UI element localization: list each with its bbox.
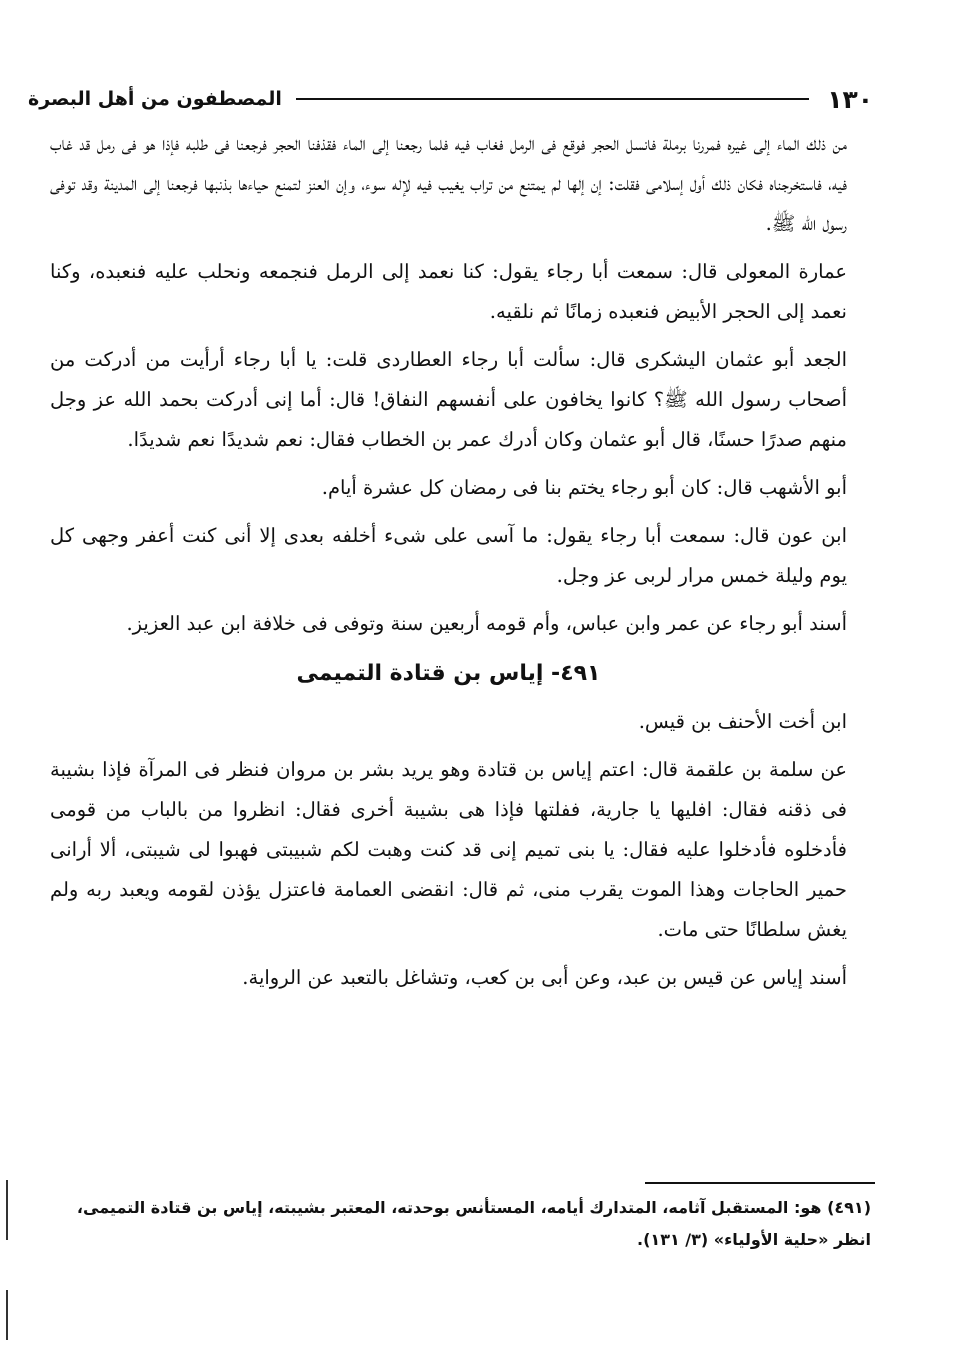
paragraph: أبو الأشهب قال: كان أبو رجاء يختم بنا فى رمضان كل عشرة أيام. [321, 476, 847, 499]
footnote-rule [645, 1182, 875, 1184]
paragraph: عمارة المعولى قال: سمعت أبا رجاء يقول: كنا نعمد إلى الرمل فنجمعه ونحلب عليه فنعبده، وكنا نعمد إلى الحجر الأبيض فنعبده زمانًا ثم نلقيه. [50, 260, 847, 323]
scan-edge-mark [6, 1180, 8, 1240]
main-text [50, 124, 847, 1006]
paragraph: أسند أبو رجاء عن عمر وابن عباس، وأم قومه أربعين سنة وتوفى فى خلافة ابن عبد العزيز. [126, 612, 847, 635]
header-rule [296, 98, 809, 100]
page-number: ١٣٠ [827, 84, 873, 114]
footnote [50, 1192, 871, 1256]
running-title: المصطفون من أهل البصرة [28, 88, 282, 110]
paragraph: أسند إياس عن قيس بن عبد، وعن أبى بن كعب، وتشاغل بالتعبد عن الرواية. [242, 966, 847, 989]
footnote-line: (٤٩١) هو: المستقبل آثامه، المتدارك أيامه، المستأنس بوحدته، المعتبر بشيبته، إياس بن قتادة التميمى، [76, 1198, 871, 1217]
paragraph: ابن أخت الأحنف بن قيس. [638, 710, 847, 733]
section-heading: ٤٩١- إياس بن قتادة التميمى [296, 661, 601, 686]
scan-edge-mark [6, 1290, 8, 1340]
paragraph: من ذلك الماء إلى غيره فمررنا برملة فانسل الحجر فوقع فى الرمل فغاب فيه فلما رجعنا إلى الماء فقذفنا الحجر فرجعنا فى طلبه فإذا هو فى رمل قد غاب فيه، فاستخرجناه فكان ذلك أول إسلامى فقلت: إن إلها لم يمتنع من تراب يغيب فيه لإله سوء، وإن العنز لتمنع حياءها بذنبها فرجعنا إلى المدينة وقد توفى رسول الله ﷺ. [50, 132, 847, 235]
page-header [28, 82, 873, 116]
footnote-line: انظر «حلية الأولياء» (٣/ ١٣١). [637, 1230, 871, 1249]
paragraph: ابن عون قال: سمعت أبا رجاء يقول: ما آسى على شىء أخلفه بعدى إلا أنى كنت أعفر وجهى كل يوم وليلة خمس مرار لربى عز وجل. [50, 524, 847, 587]
paragraph: عن سلمة بن علقمة قال: اعتم إياس بن قتادة وهو يريد بشر بن مروان فنظر فى المرآة فإذا بشيبة فى ذقنه فقال: افليها يا جارية، ففلتها فإذا هى بشيبة أخرى فقال: انظروا من بالباب من قومى فأدخلوه فأدخلوا عليه فقال: يا بنى تميم إنى قد كنت وهبت لكم شبيبتى فهبوا لى شيبتى، ألا أرانى حمير الحاجات وهذا الموت يقرب منى، ثم قال: انقضى العمامة فاعتزل يؤذن لقومه ويعبد ربه ولم يغش سلطانًا حتى مات. [50, 758, 847, 941]
paragraph: الجعد أبو عثمان اليشكرى قال: سألت أبا رجاء العطاردى قلت: يا أبا رجاء أرأيت من أدركت من أصحاب رسول الله ﷺ؟ كانوا يخافون على أنفسهم النفاق! قال: أما إنى أدركت بحمد الله عز وجل منهم صدرًا حسنًا، قال أبو عثمان وكان أدرك عمر بن الخطاب فقال: نعم شديدًا نعم شديدًا. [50, 348, 847, 451]
